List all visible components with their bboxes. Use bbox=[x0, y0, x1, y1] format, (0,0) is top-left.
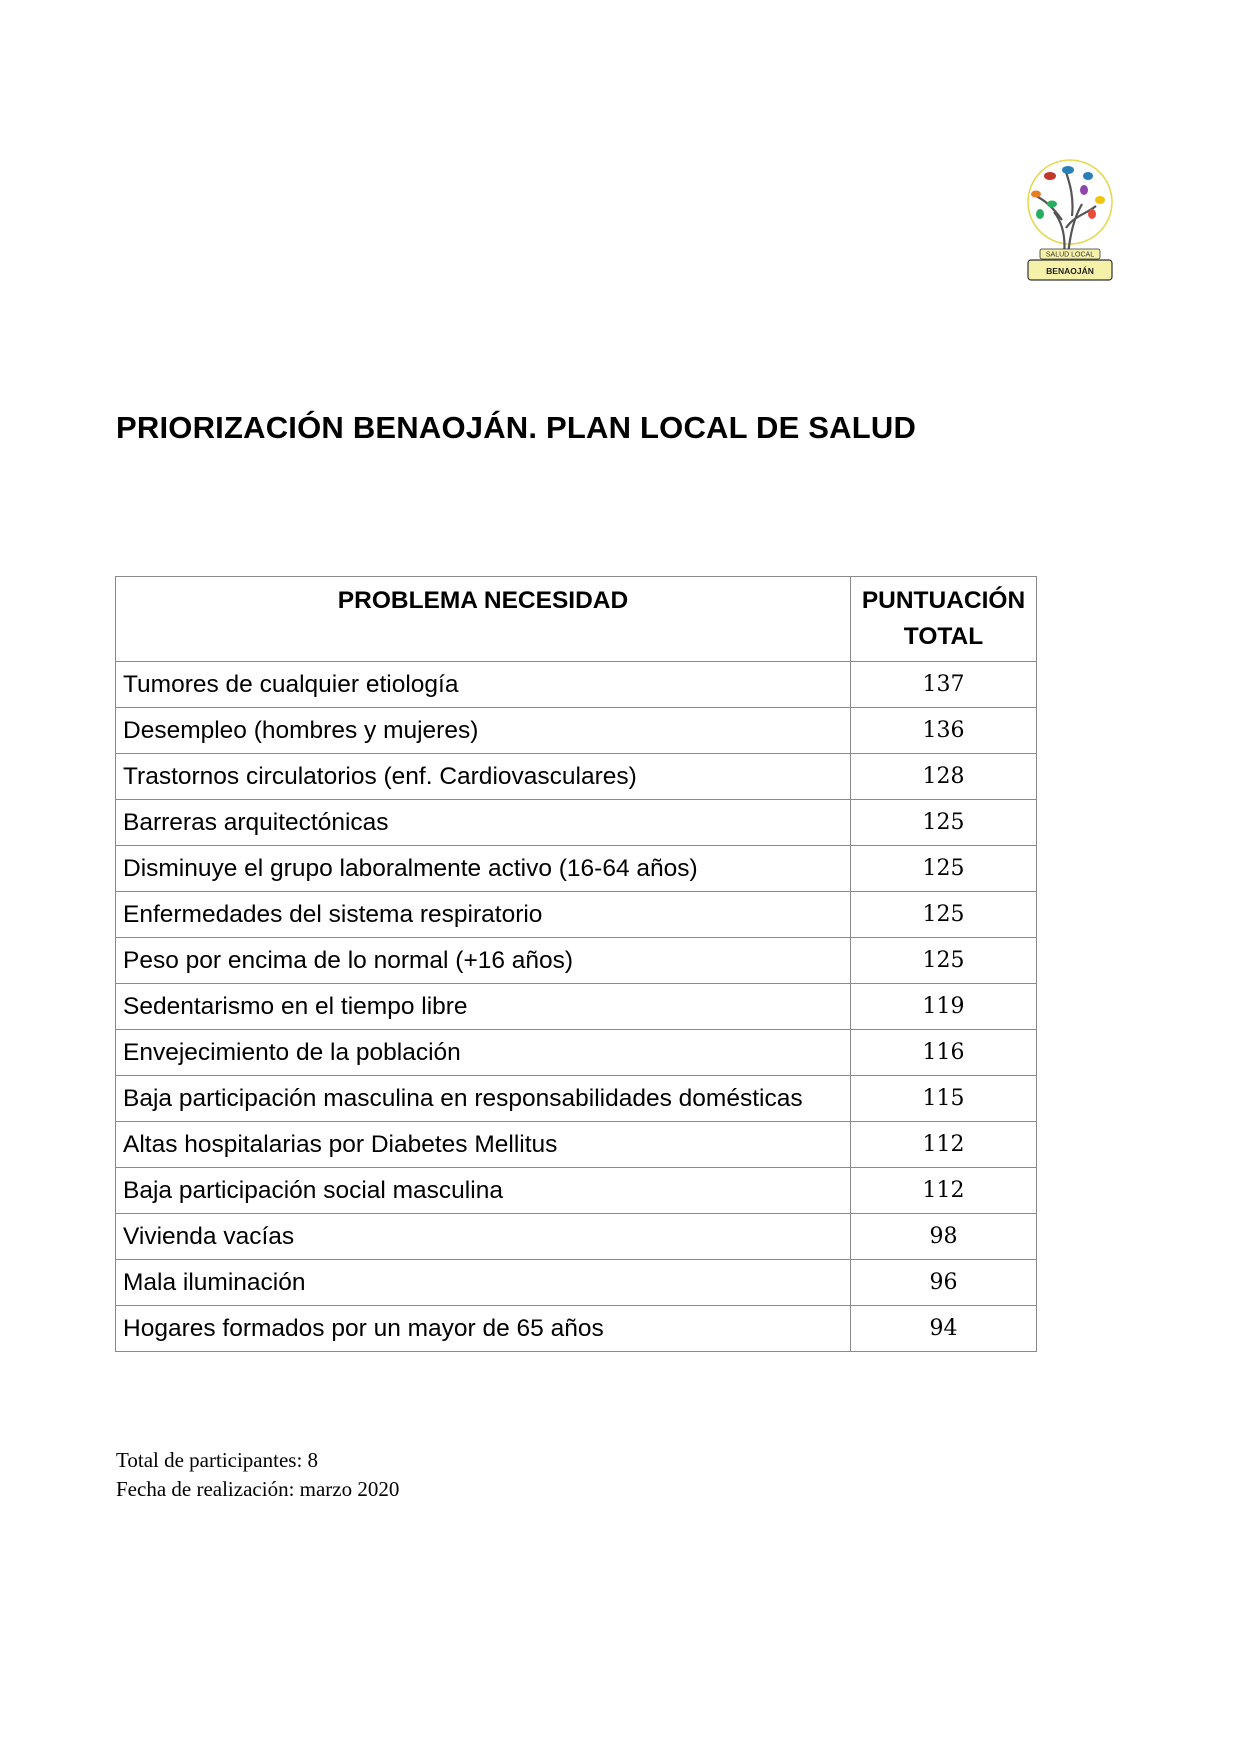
realization-date: Fecha de realización: marzo 2020 bbox=[116, 1477, 400, 1501]
table-row bbox=[116, 846, 1037, 892]
table-row bbox=[116, 754, 1037, 800]
table-row bbox=[116, 708, 1037, 754]
problem-cell: Hogares formados por un mayor de 65 años bbox=[116, 1306, 851, 1352]
score-cell: 137 bbox=[851, 662, 1037, 708]
page-title: PRIORIZACIÓN BENAOJÁN. PLAN LOCAL DE SALUD bbox=[116, 410, 917, 445]
problem-cell: Tumores de cualquier etiología bbox=[116, 662, 851, 708]
leaf-icon bbox=[1083, 172, 1093, 180]
score-cell: 98 bbox=[851, 1214, 1037, 1260]
table-row bbox=[116, 1260, 1037, 1306]
leaf-icon bbox=[1044, 172, 1056, 180]
column-header-score: PUNTUACIÓN TOTAL bbox=[851, 577, 1037, 662]
leaf-icon bbox=[1031, 191, 1041, 198]
priority-table bbox=[115, 576, 1037, 1352]
problem-cell: Baja participación social masculina bbox=[116, 1168, 851, 1214]
table-row bbox=[116, 892, 1037, 938]
leaf-icon bbox=[1062, 166, 1074, 174]
score-cell: 115 bbox=[851, 1076, 1037, 1122]
problem-cell: Envejecimiento de la población bbox=[116, 1030, 851, 1076]
table-row bbox=[116, 1030, 1037, 1076]
problem-cell: Desempleo (hombres y mujeres) bbox=[116, 708, 851, 754]
problem-cell: Sedentarismo en el tiempo libre bbox=[116, 984, 851, 1030]
score-cell: 119 bbox=[851, 984, 1037, 1030]
score-cell: 112 bbox=[851, 1122, 1037, 1168]
problem-cell: Disminuye el grupo laboralmente activo (16-64 años) bbox=[116, 846, 851, 892]
score-cell: 125 bbox=[851, 892, 1037, 938]
salud-local-logo bbox=[1022, 156, 1118, 286]
table-row bbox=[116, 984, 1037, 1030]
tree-logo-icon bbox=[1022, 156, 1118, 286]
problem-cell: Altas hospitalarias por Diabetes Mellitus bbox=[116, 1122, 851, 1168]
leaf-icon bbox=[1095, 196, 1105, 204]
logo-banner-text: SALUD LOCAL bbox=[1045, 251, 1095, 259]
table-row bbox=[116, 1306, 1037, 1352]
problem-cell: Trastornos circulatorios (enf. Cardiovasculares) bbox=[116, 754, 851, 800]
logo-place-text: BENAOJÁN bbox=[1046, 266, 1094, 276]
table-row bbox=[116, 800, 1037, 846]
score-cell: 125 bbox=[851, 938, 1037, 984]
problem-cell: Baja participación masculina en responsabilidades domésticas bbox=[116, 1076, 851, 1122]
leaf-icon bbox=[1080, 185, 1088, 195]
table-header-row bbox=[116, 577, 1037, 662]
score-cell: 112 bbox=[851, 1168, 1037, 1214]
score-cell: 136 bbox=[851, 708, 1037, 754]
problem-cell: Enfermedades del sistema respiratorio bbox=[116, 892, 851, 938]
leaf-icon bbox=[1036, 209, 1044, 219]
score-cell: 94 bbox=[851, 1306, 1037, 1352]
problem-cell: Barreras arquitectónicas bbox=[116, 800, 851, 846]
table-row bbox=[116, 1076, 1037, 1122]
problem-cell: Vivienda vacías bbox=[116, 1214, 851, 1260]
score-cell: 116 bbox=[851, 1030, 1037, 1076]
score-cell: 128 bbox=[851, 754, 1037, 800]
score-cell: 96 bbox=[851, 1260, 1037, 1306]
leaf-icon bbox=[1088, 209, 1096, 219]
score-cell: 125 bbox=[851, 846, 1037, 892]
column-header-problem: PROBLEMA NECESIDAD bbox=[116, 577, 851, 662]
footer-notes bbox=[116, 1446, 399, 1504]
problem-cell: Mala iluminación bbox=[116, 1260, 851, 1306]
table-row bbox=[116, 1214, 1037, 1260]
participants-count: Total de participantes: 8 bbox=[116, 1448, 319, 1472]
table-row bbox=[116, 1168, 1037, 1214]
table-row bbox=[116, 1122, 1037, 1168]
score-cell: 125 bbox=[851, 800, 1037, 846]
problem-cell: Peso por encima de lo normal (+16 años) bbox=[116, 938, 851, 984]
table-row bbox=[116, 938, 1037, 984]
table-row bbox=[116, 662, 1037, 708]
leaf-icon bbox=[1047, 201, 1057, 208]
